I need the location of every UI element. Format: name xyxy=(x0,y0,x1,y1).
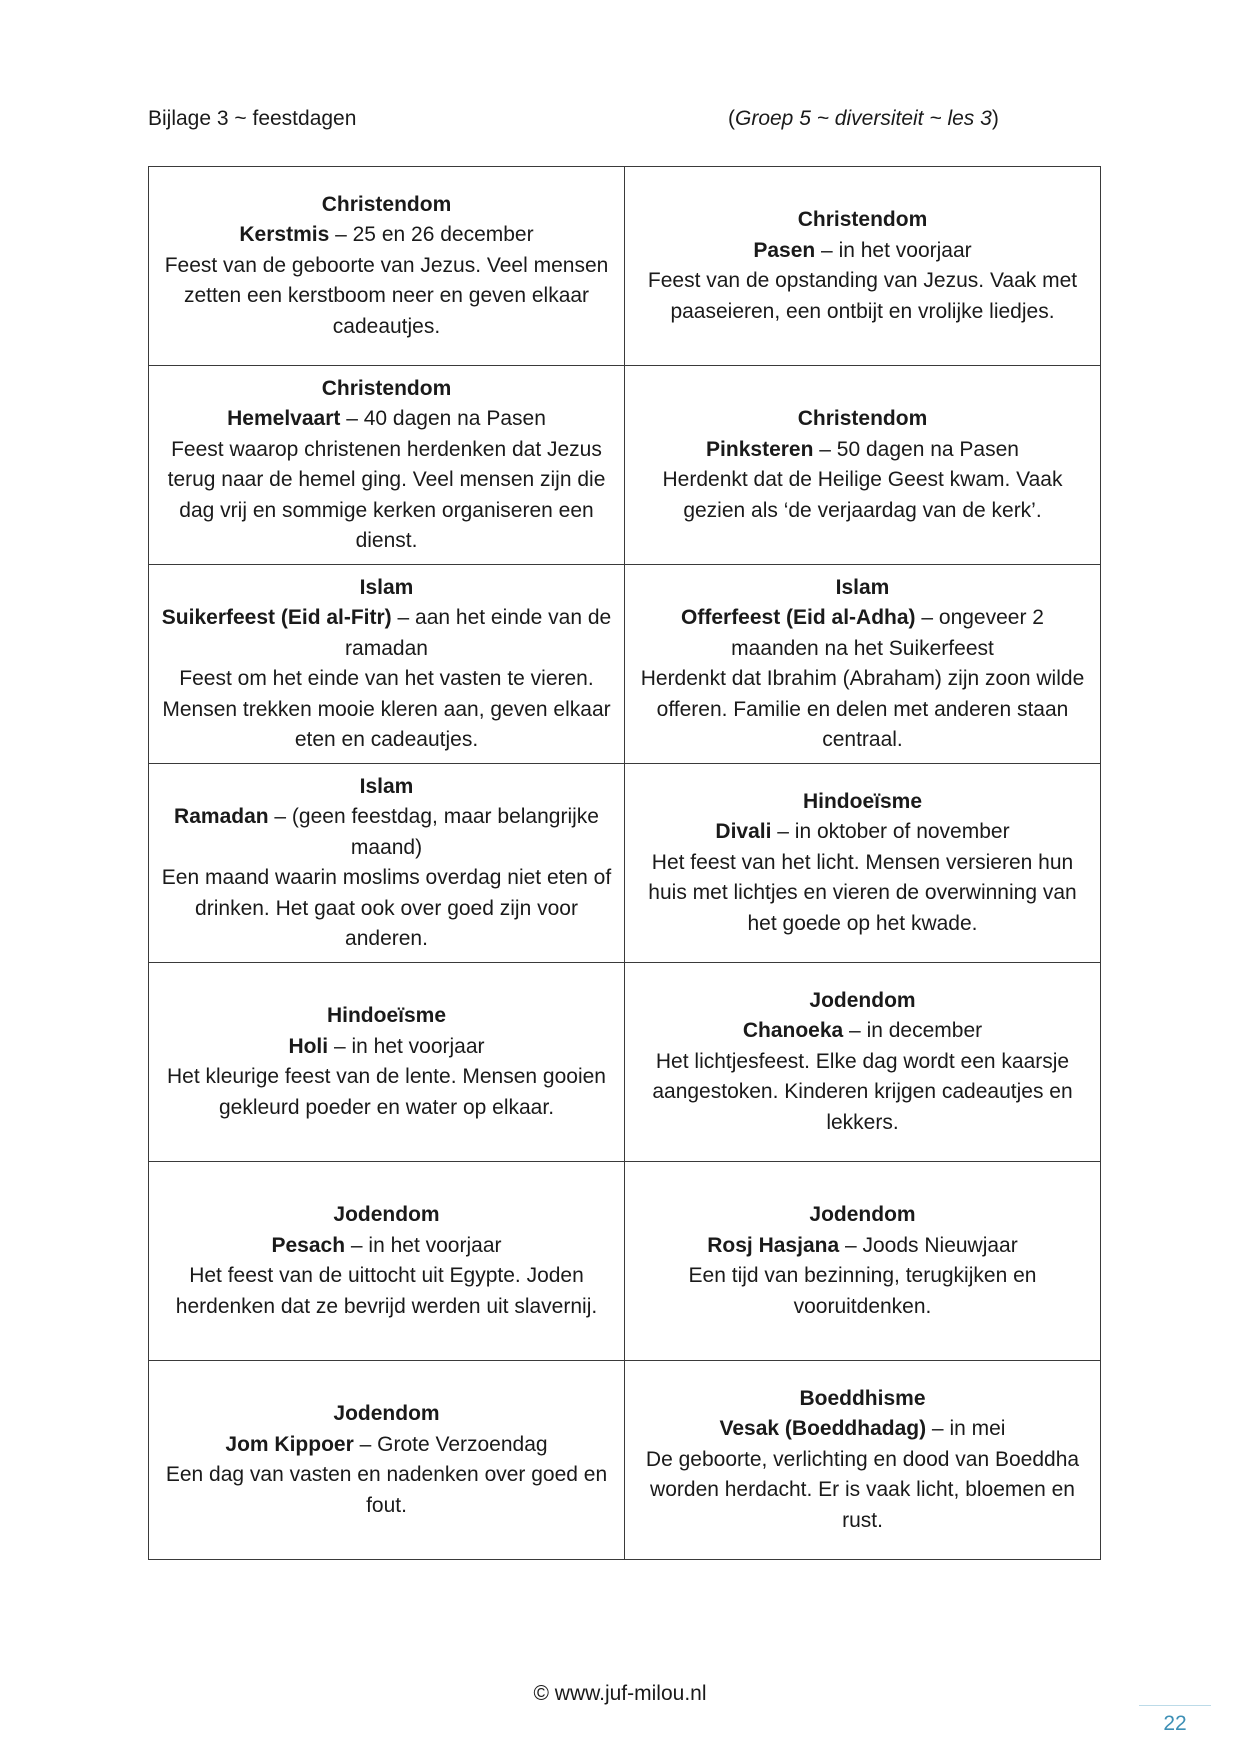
card-religion: Islam xyxy=(359,575,414,599)
card-feast-name: Pesach xyxy=(271,1233,346,1257)
card-religion: Christendom xyxy=(321,376,452,400)
feast-card xyxy=(625,764,1101,963)
lesson-reference-text: Groep 5 ~ diversiteit ~ les 3 xyxy=(735,107,992,130)
card-religion: Christendom xyxy=(797,407,928,430)
card-feast-timing: – 40 dagen na Pasen xyxy=(340,407,546,430)
card-feast-timing: – in het voorjaar xyxy=(815,238,972,262)
table-row xyxy=(149,565,1101,764)
feast-card xyxy=(149,366,625,565)
card-feast-timing: – (geen feestdag, maar belangrijke maand) xyxy=(268,805,599,859)
card-feast-timing: – in oktober of november xyxy=(771,820,1010,844)
table-row xyxy=(149,764,1101,963)
card-feast-name: Offerfeest (Eid al-Adha) xyxy=(681,606,916,629)
feast-card xyxy=(625,565,1101,764)
card-feast-name: Pasen xyxy=(753,238,816,262)
feast-card xyxy=(149,565,625,764)
card-feast-line xyxy=(159,603,614,664)
feast-card xyxy=(149,1162,625,1361)
card-religion: Jodendom xyxy=(333,1203,440,1226)
table-row xyxy=(149,1162,1101,1361)
card-description: Feest waarop christenen herdenken dat Jezus terug naar de hemel ging. Veel mensen zijn die dag vrij en sommige kerken organiseren een dienst. xyxy=(167,437,606,552)
copyright-footer: © www.juf-milou.nl xyxy=(533,1682,707,1705)
card-feast-line xyxy=(159,1430,614,1461)
card-feast-timing: – in mei xyxy=(926,1417,1006,1441)
card-feast-name: Jom Kippoer xyxy=(225,1432,354,1456)
card-description: Feest om het einde van het vasten te vieren. Mensen trekken mooie kleren aan, geven elkaar eten en cadeautjes. xyxy=(162,667,611,751)
card-description: Een tijd van bezinning, terugkijken en vooruitdenken. xyxy=(688,1264,1037,1318)
card-feast-name: Divali xyxy=(715,820,772,844)
feast-card xyxy=(149,1361,625,1560)
table-row xyxy=(149,963,1101,1162)
feast-card xyxy=(149,167,625,366)
card-religion: Jodendom xyxy=(333,1402,440,1425)
card-religion: Jodendom xyxy=(809,1203,916,1226)
card-feast-timing: – aan het einde van de ramadan xyxy=(345,606,612,660)
feast-card xyxy=(625,366,1101,565)
feast-card xyxy=(149,764,625,963)
feast-card xyxy=(625,1162,1101,1361)
card-feast-timing: – in het voorjaar xyxy=(345,1233,502,1257)
card-feast-line xyxy=(159,1231,614,1262)
feast-card xyxy=(149,963,625,1162)
card-feast-name: Vesak (Boeddhadag) xyxy=(719,1417,927,1441)
feast-card xyxy=(625,1361,1101,1560)
lesson-reference-open: ( xyxy=(728,107,735,130)
card-religion: Islam xyxy=(359,774,414,798)
card-feast-timing: – in het voorjaar xyxy=(328,1034,485,1058)
card-feast-name: Rosj Hasjana xyxy=(707,1233,840,1257)
lesson-reference-close: ) xyxy=(991,107,999,130)
card-feast-line xyxy=(635,1414,1090,1445)
card-description: Feest van de geboorte van Jezus. Veel mensen zetten een kerstboom neer en geven elkaar cadeautjes. xyxy=(164,253,609,338)
card-description: Herdenkt dat Ibrahim (Abraham) zijn zoon wilde offeren. Familie en delen met anderen staan centraal. xyxy=(640,667,1085,751)
card-description: Het feest van de uittocht uit Egypte. Joden herdenken dat ze bevrijd werden uit slavernij. xyxy=(175,1264,598,1318)
card-description: Een dag van vasten en nadenken over goed en fout. xyxy=(165,1463,608,1517)
card-feast-line xyxy=(159,404,614,435)
card-feast-name: Pinksteren xyxy=(706,437,814,461)
card-feast-timing: – ongeveer 2 maanden na het Suikerfeest xyxy=(731,606,1044,660)
card-description: De geboorte, verlichting en dood van Boeddha worden herdacht. Er is vaak licht, bloemen en rust. xyxy=(645,1447,1080,1532)
feast-card xyxy=(625,963,1101,1162)
card-feast-line xyxy=(635,817,1090,848)
document-title: Bijlage 3 ~ feestdagen xyxy=(148,107,357,130)
card-feast-line xyxy=(635,1231,1090,1262)
card-feast-timing: – in december xyxy=(843,1019,983,1043)
card-religion: Christendom xyxy=(321,192,452,216)
card-feast-name: Suikerfeest (Eid al-Fitr) xyxy=(161,606,392,629)
feast-card xyxy=(625,167,1101,366)
card-feast-name: Ramadan xyxy=(174,805,269,828)
card-feast-timing: – 50 dagen na Pasen xyxy=(813,437,1019,461)
page-number-rule xyxy=(1139,1705,1211,1706)
table-row xyxy=(149,167,1101,366)
card-feast-timing: – 25 en 26 december xyxy=(329,223,534,247)
card-feast-line xyxy=(635,236,1090,267)
card-feast-line xyxy=(635,1016,1090,1047)
card-feast-timing: – Joods Nieuwjaar xyxy=(839,1233,1018,1257)
card-religion: Hindoeïsme xyxy=(326,1004,447,1027)
card-feast-line xyxy=(159,220,614,251)
card-description: Het lichtjesfeest. Elke dag wordt een kaarsje aangestoken. Kinderen krijgen cadeautjes en lekkers. xyxy=(652,1049,1073,1134)
feast-cards-table xyxy=(148,166,1101,1560)
card-feast-line xyxy=(159,1032,614,1063)
card-feast-line xyxy=(159,802,614,863)
card-description: Feest van de opstanding van Jezus. Vaak met paaseieren, een ontbijt en vrolijke liedjes. xyxy=(647,269,1078,323)
card-religion: Boeddhisme xyxy=(799,1386,926,1410)
card-description: Een maand waarin moslims overdag niet eten of drinken. Het gaat ook over goed zijn voor anderen. xyxy=(161,866,612,950)
card-feast-name: Chanoeka xyxy=(742,1019,844,1043)
card-religion: Christendom xyxy=(797,208,928,231)
lesson-reference xyxy=(728,105,999,133)
card-feast-line xyxy=(635,603,1090,664)
table-row xyxy=(149,1361,1101,1560)
card-feast-name: Hemelvaart xyxy=(227,407,341,430)
card-religion: Jodendom xyxy=(809,988,916,1012)
page-number: 22 xyxy=(1163,1712,1187,1735)
card-feast-timing: – Grote Verzoendag xyxy=(353,1432,548,1456)
card-description: Herdenkt dat de Heilige Geest kwam. Vaak gezien als ‘de verjaardag van de kerk’. xyxy=(662,468,1063,522)
card-feast-name: Kerstmis xyxy=(239,223,330,247)
card-feast-line xyxy=(635,435,1090,466)
card-description: Het feest van het licht. Mensen versieren hun huis met lichtjes en vieren de overwinning van het goede op het kwade. xyxy=(648,850,1077,935)
card-religion: Islam xyxy=(835,575,890,599)
card-description: Het kleurige feest van de lente. Mensen gooien gekleurd poeder en water op elkaar. xyxy=(167,1065,606,1119)
table-row xyxy=(149,366,1101,565)
card-religion: Hindoeïsme xyxy=(802,789,923,813)
card-feast-name: Holi xyxy=(288,1034,329,1058)
